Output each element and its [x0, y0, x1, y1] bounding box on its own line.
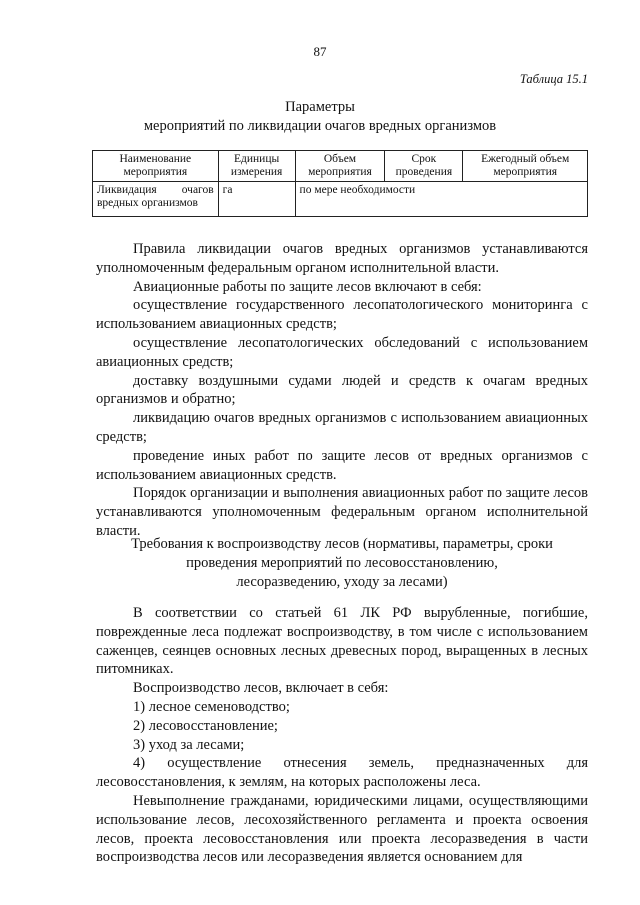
table-label: Таблица 15.1 [519, 72, 588, 86]
list-item: 2) лесовосстановление; [133, 717, 278, 734]
cell-unit: га [218, 182, 295, 217]
paragraph: осуществление государственного лесопатологического мониторинга с использованием авиационных средств; [96, 297, 588, 333]
paragraph: осуществление лесопатологических обследований с использованием авиационных средств; [96, 334, 588, 370]
header-cell-term [385, 151, 463, 182]
paragraph: ликвидацию очагов вредных организмов с использованием авиационных средств; [96, 410, 588, 445]
header-text: Срок [411, 153, 437, 165]
table-header-row [93, 151, 588, 182]
header-text: мероприятия [123, 166, 188, 178]
list-item: 3) уход за лесами; [133, 736, 245, 753]
section-heading-line-1: Требования к воспроизводству лесов (нормативы, параметры, сроки [131, 536, 553, 552]
parameters-table [92, 150, 588, 217]
table-title-line-2: мероприятий по ликвидации очагов вредных организмов [143, 118, 497, 134]
cell-name-line-2: вредных организмов [97, 197, 198, 209]
section-heading-line-3: лесоразведению, уходу за лесами) [236, 574, 448, 590]
header-text: Объем [323, 153, 357, 165]
paragraph: В соответствии со статьей 61 ЛК РФ вырубленные, погибшие, поврежденные леса подлежат воспроизводству, в том числе с использованием саженцев, сеянцев основных лесных древесных пород, выращенных в лесных питомниках. [96, 605, 588, 678]
section-heading [96, 535, 588, 592]
header-cell-name [93, 151, 219, 182]
paragraph: Невыполнение гражданами, юридическими лицами, осуществляющими использование лесов, лесохозяйственного регламента и проекта освоения лесов, проекта лесовосстановления или проекта лесоразведения в части воспроизводства лесов или лесоразведения является основанием для [96, 792, 588, 866]
cell-name [93, 182, 219, 217]
header-text: мероприятия [493, 166, 558, 178]
paragraph: Порядок организации и выполнения авиационных работ по защите лесов устанавливаются уполномоченным федеральным органом исполнительной власти. [96, 485, 588, 539]
header-text: мероприятия [308, 166, 372, 178]
header-text: измерения [230, 166, 283, 178]
paragraph: Правила ликвидации очагов вредных организмов устанавливаются уполномоченным федеральным органом исполнительной власти. [96, 241, 588, 276]
cell-volume: по мере необходимости [295, 182, 587, 217]
paragraph: Воспроизводство лесов, включает в себя: [133, 680, 389, 697]
header-text: Наименование [119, 153, 192, 165]
paragraph: доставку воздушными судами людей и средств к очагам вредных организмов и обратно; [96, 372, 588, 408]
page-number: 87 [313, 44, 327, 59]
header-text: Единицы [233, 153, 280, 165]
table-title-line-1: Параметры [285, 99, 355, 115]
reproduction-text-block [96, 604, 588, 867]
header-text: проведения [395, 166, 453, 178]
header-text: Ежегодный объем [481, 153, 570, 165]
header-cell-unit [218, 151, 295, 182]
section-heading-line-2: проведения мероприятий по лесовосстановлению, [186, 555, 498, 571]
cell-name-line-1: Ликвидация очагов [97, 184, 214, 196]
paragraph: проведение иных работ по защите лесов от вредных организмов с использованием авиационных средств. [96, 447, 588, 483]
protection-text-block [96, 240, 588, 541]
header-cell-volume [295, 151, 385, 182]
table-title [0, 98, 640, 136]
list-item: 4) осуществление отнесения земель, предназначенных для лесовосстановления, к землям, на которых расположены леса. [96, 755, 588, 791]
list-item: 1) лесное семеноводство; [133, 698, 290, 715]
header-cell-annual-volume [463, 151, 588, 182]
table-row [93, 182, 588, 217]
paragraph: Авиационные работы по защите лесов включают в себя: [133, 278, 482, 295]
